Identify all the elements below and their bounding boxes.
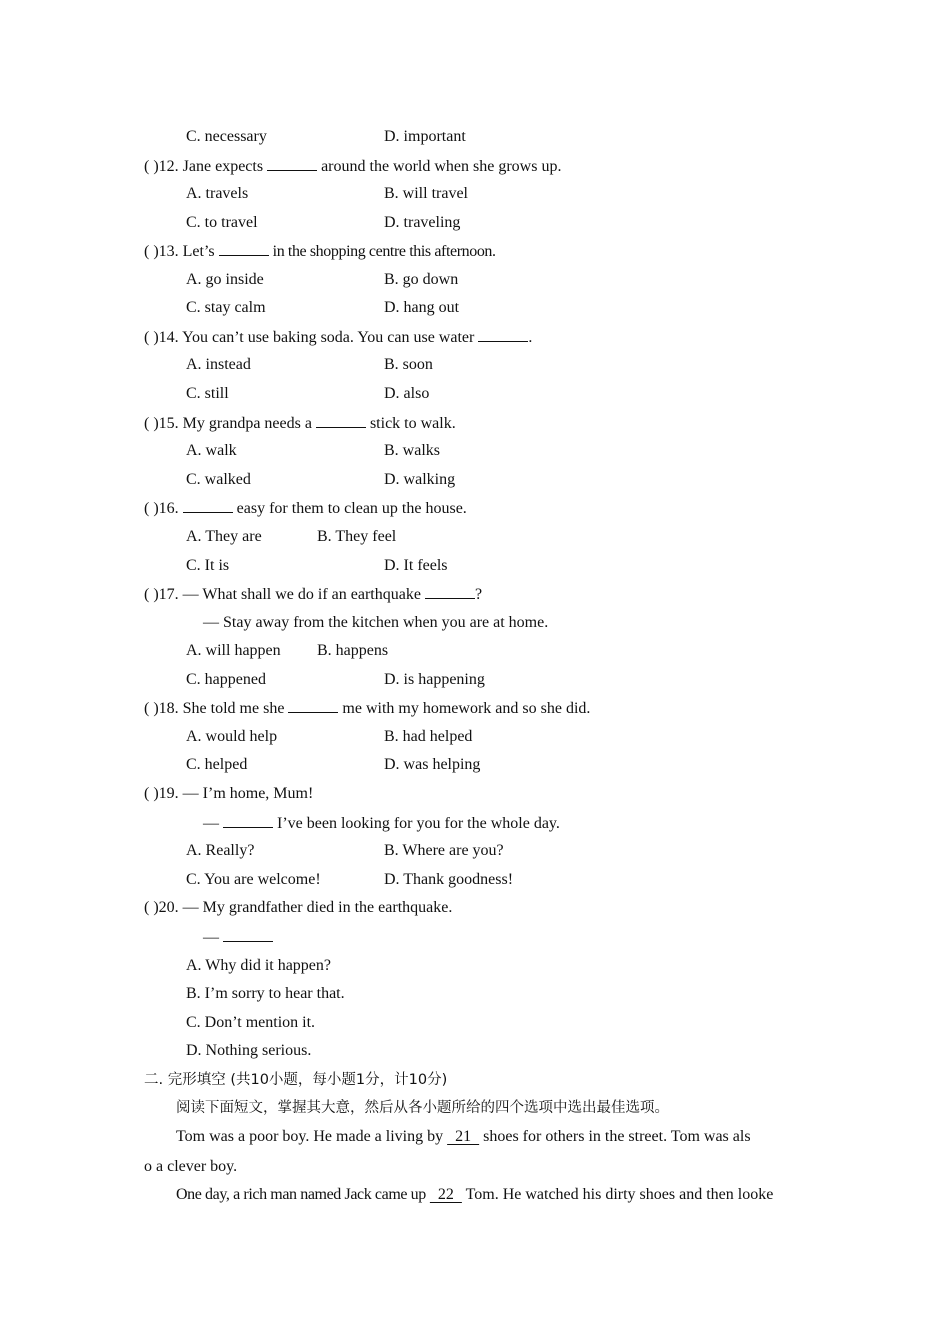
question-stem-rest: around the world when she grows up.: [321, 158, 562, 175]
q13-option-b: B. go down: [384, 271, 459, 288]
reply-dash: —: [203, 815, 219, 832]
question-13: [144, 241, 496, 262]
reply-text: I’ve been looking for you for the whole day.: [277, 815, 560, 832]
q13-option-d: D. hang out: [384, 299, 460, 316]
q19-option-a: A. Really?: [186, 842, 255, 859]
question-stem: ( )12. Jane expects: [144, 158, 264, 175]
cloze-blank-22[interactable]: 22: [429, 1186, 462, 1203]
answer-blank[interactable]: [267, 156, 317, 171]
passage-line-3: [176, 1185, 773, 1205]
q12-option-a: A. travels: [186, 185, 249, 202]
answer-blank[interactable]: [316, 413, 366, 428]
q20-option-a: A. Why did it happen?: [186, 957, 332, 974]
section-heading: 二. 完形填空 (共10小题，每小题1分，计10分): [144, 1072, 448, 1088]
question-16: [144, 498, 467, 519]
question-stem-rest: .: [528, 329, 533, 346]
q16-option-b: B. They feel: [317, 528, 397, 545]
q16-option-d: D. It feels: [384, 557, 448, 574]
answer-blank[interactable]: [183, 498, 233, 513]
q20-option-c: C. Don’t mention it.: [186, 1014, 316, 1031]
question-stem-rest: ?: [474, 586, 483, 603]
question-12: [144, 156, 561, 177]
answer-blank[interactable]: [425, 584, 475, 599]
question-stem: ( )18. She told me she: [144, 700, 285, 717]
question-stem-rest: me with my homework and so she did.: [342, 700, 591, 717]
question-stem: ( )15. My grandpa needs a: [144, 415, 312, 432]
question-stem: ( )17. — What shall we do if an earthquake: [144, 586, 421, 603]
answer-blank[interactable]: [223, 927, 273, 942]
question-20: ( )20. — My grandfather died in the earthquake.: [144, 899, 453, 916]
q18-option-a: A. would help: [186, 728, 278, 745]
q17-option-b: B. happens: [317, 642, 389, 659]
q15-option-c: C. walked: [186, 471, 251, 488]
answer-blank[interactable]: [288, 698, 338, 713]
q13-option-c: C. stay calm: [186, 299, 266, 316]
q14-option-b: B. soon: [384, 356, 433, 373]
q12-option-d: D. traveling: [384, 214, 461, 231]
passage-text: shoes for others in the street. Tom was als: [483, 1128, 751, 1145]
question-stem-rest: in the shopping centre this afternoon.: [272, 243, 496, 260]
question-stem-rest: stick to walk.: [369, 415, 456, 432]
q14-option-c: C. still: [186, 385, 229, 402]
q15-option-a: A. walk: [186, 442, 237, 459]
q19-reply: [203, 813, 560, 834]
question-14: [144, 327, 532, 348]
q18-option-d: D. was helping: [384, 756, 481, 773]
q19-option-b: B. Where are you?: [384, 842, 504, 859]
answer-blank[interactable]: [223, 813, 273, 828]
cloze-blank-21[interactable]: 21: [447, 1128, 480, 1145]
passage-text: Tom was a poor boy. He made a living by: [176, 1128, 444, 1145]
q15-option-b: B. walks: [384, 442, 440, 459]
q19-option-d: D. Thank goodness!: [384, 871, 514, 888]
question-stem: ( )16.: [144, 500, 179, 517]
passage-line-2: o a clever boy.: [144, 1158, 238, 1175]
q11-option-d: D. important: [384, 128, 466, 145]
passage-text: Tom. He watched his dirty shoes and then looke: [465, 1186, 774, 1203]
question-stem-rest: easy for them to clean up the house.: [236, 500, 467, 517]
question-stem: ( )13. Let’s: [144, 243, 215, 260]
q12-option-c: C. to travel: [186, 214, 258, 231]
question-18: [144, 698, 590, 719]
q17-option-c: C. happened: [186, 671, 266, 688]
q17-reply: — Stay away from the kitchen when you are at home.: [203, 614, 549, 631]
passage-text: One day, a rich man named Jack came up: [176, 1186, 426, 1203]
q14-option-d: D. also: [384, 385, 430, 402]
q16-option-c: C. It is: [186, 557, 230, 574]
q20-option-b: B. I’m sorry to hear that.: [186, 985, 345, 1002]
q18-option-b: B. had helped: [384, 728, 473, 745]
reply-dash: —: [203, 929, 219, 946]
q11-option-c: C. necessary: [186, 128, 267, 145]
q14-option-a: A. instead: [186, 356, 251, 373]
question-15: [144, 413, 456, 434]
q17-option-d: D. is happening: [384, 671, 485, 688]
section-instruction: 阅读下面短文，掌握其大意，然后从各小题所给的四个选项中选出最佳选项。: [176, 1100, 669, 1116]
q20-reply: [203, 927, 273, 948]
q18-option-c: C. helped: [186, 756, 248, 773]
q15-option-d: D. walking: [384, 471, 456, 488]
passage-line-1: [176, 1127, 751, 1147]
question-stem: ( )14. You can’t use baking soda. You can use water: [144, 329, 475, 346]
q12-option-b: B. will travel: [384, 185, 468, 202]
question-19: ( )19. — I’m home, Mum!: [144, 785, 314, 802]
q20-option-d: D. Nothing serious.: [186, 1042, 312, 1059]
answer-blank[interactable]: [478, 327, 528, 342]
q17-option-a: A. will happen: [186, 642, 281, 659]
q16-option-a: A. They are: [186, 528, 262, 545]
question-17: [144, 584, 482, 605]
answer-blank[interactable]: [219, 241, 269, 256]
q13-option-a: A. go inside: [186, 271, 264, 288]
q19-option-c: C. You are welcome!: [186, 871, 321, 888]
